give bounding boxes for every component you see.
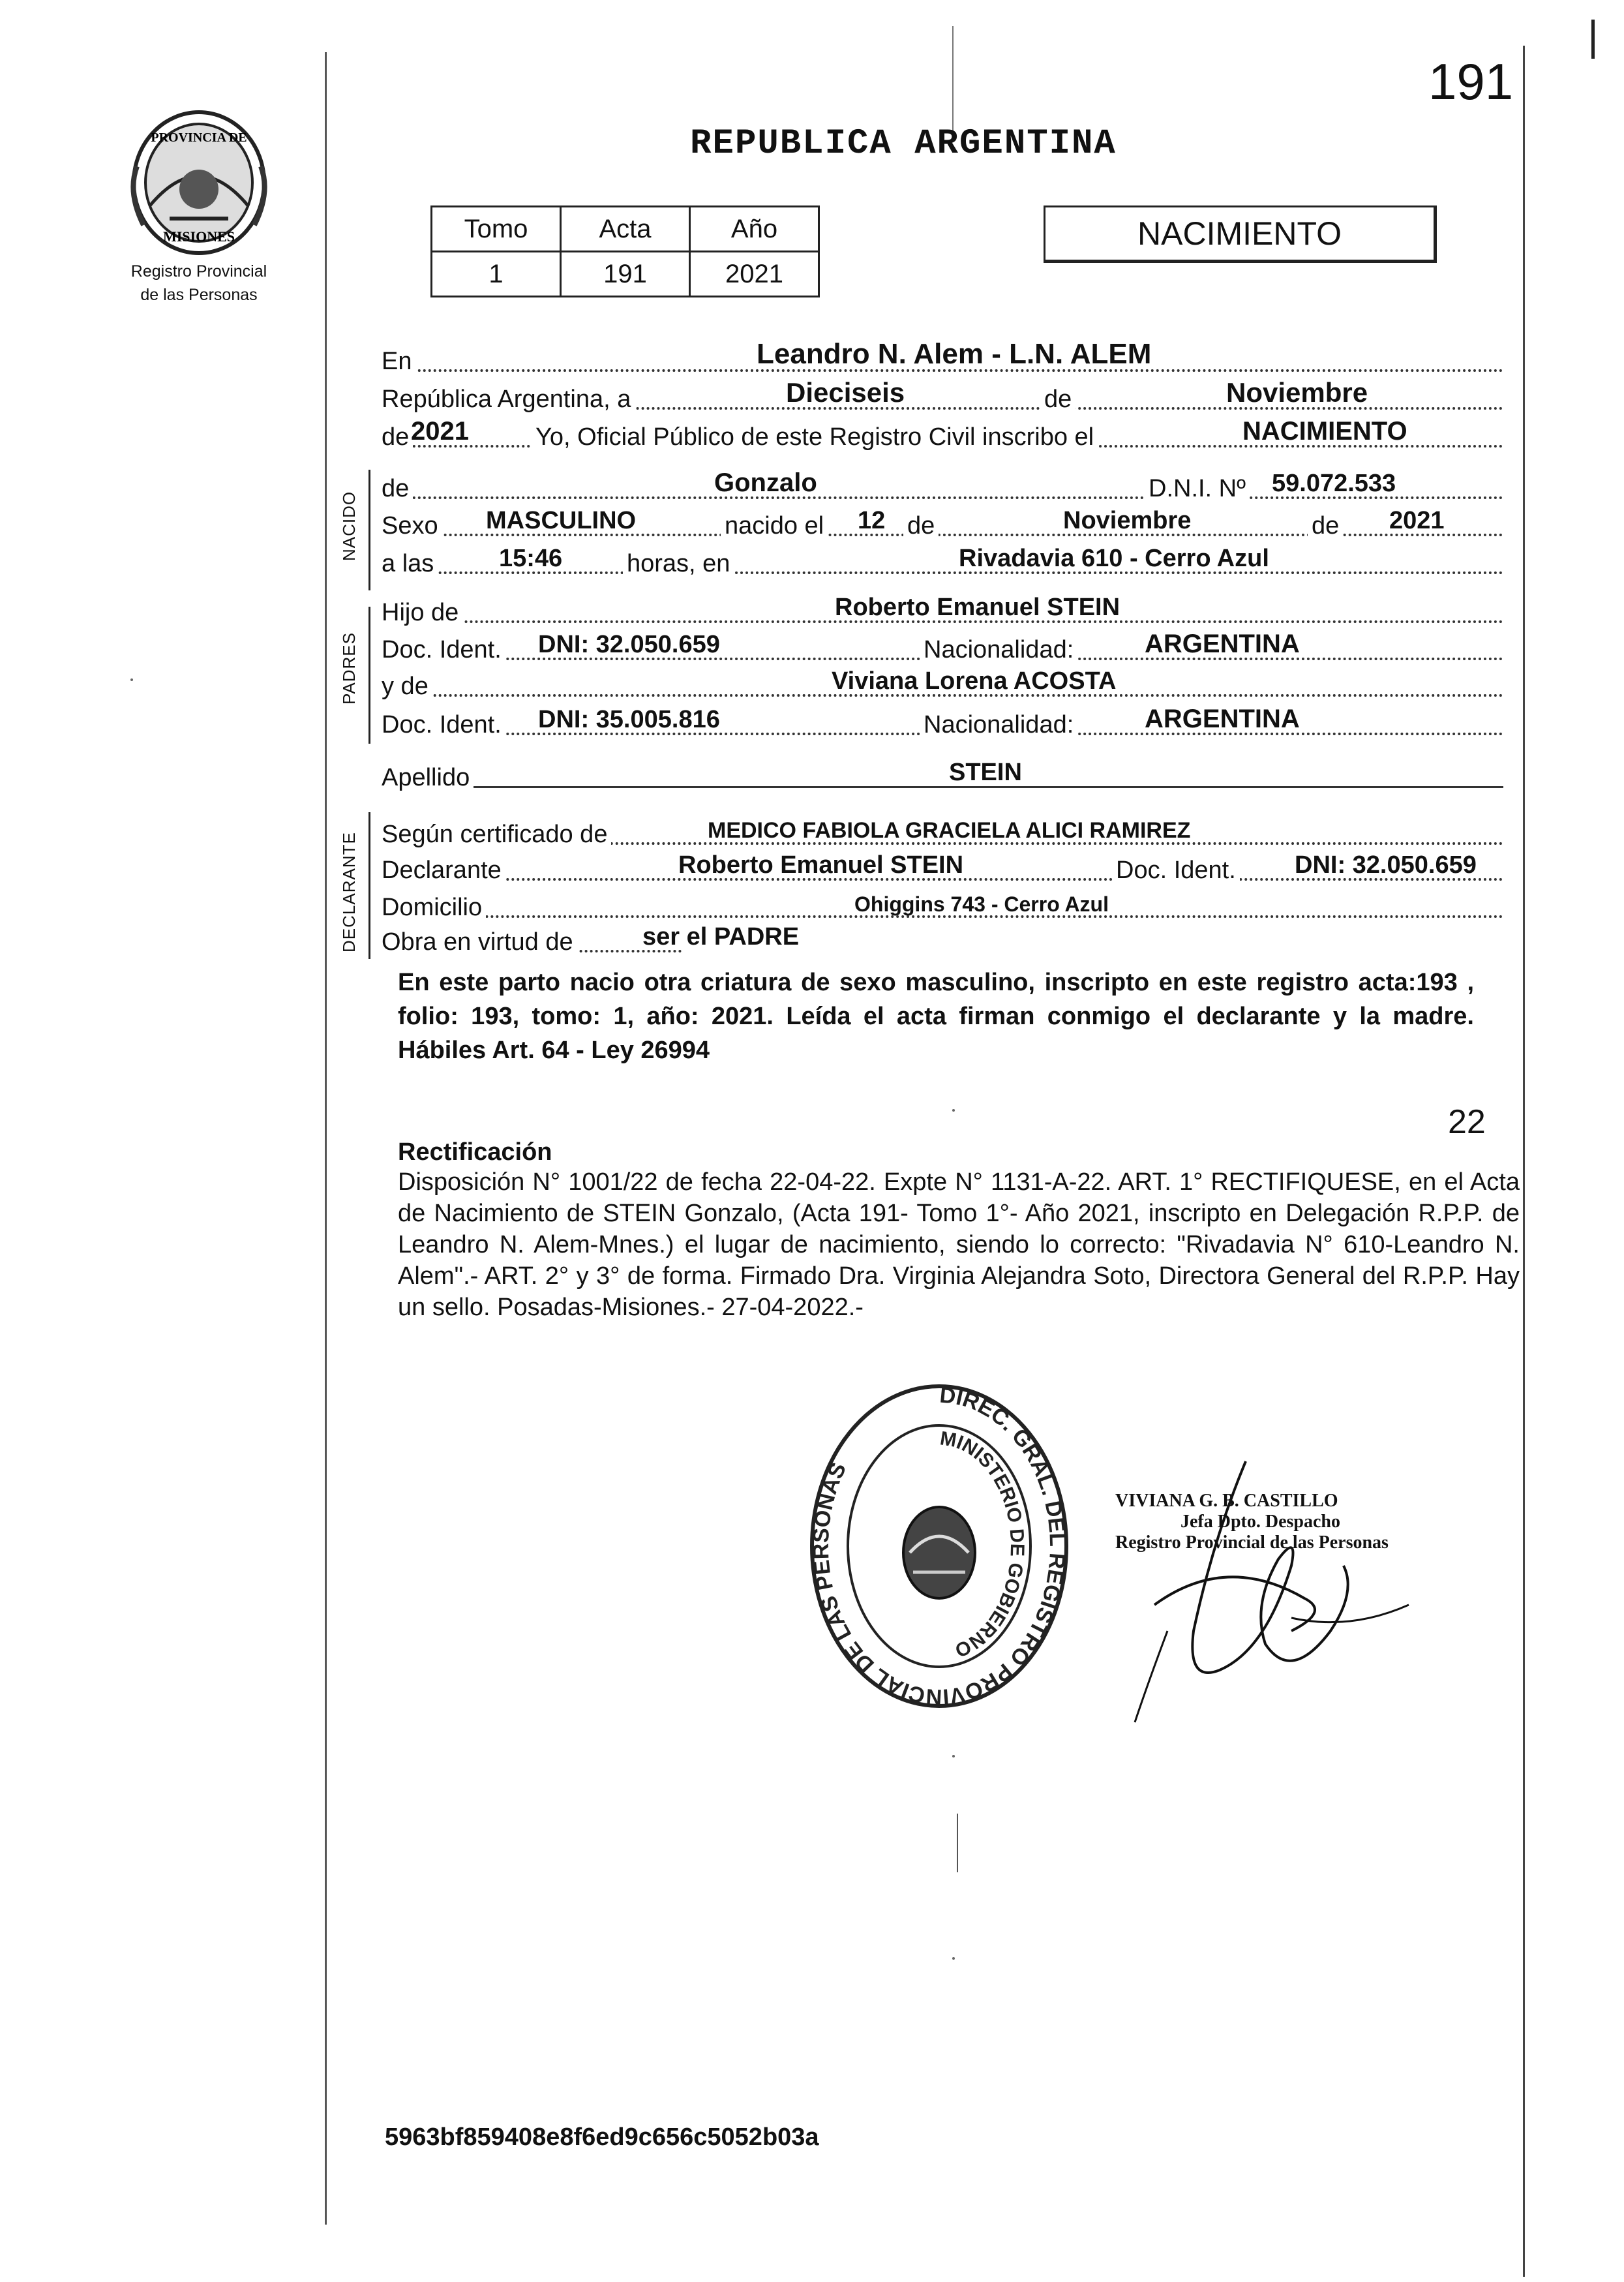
section-bar-padres [368,607,370,744]
scan-speck [952,1957,955,1960]
label-padre-nac: Nacionalidad: [920,636,1077,664]
section-label-declarante: DECLARANTE [339,832,359,952]
value-declarante-doc: DNI: 32.050.659 [1295,851,1477,879]
label-y-de: y de [382,673,432,701]
value-padre-doc: DNI: 32.050.659 [538,631,720,658]
scan-mark [1591,20,1595,59]
line-yo [382,415,1503,454]
label-de-anio: de [382,423,413,451]
document-hash: 5963bf859408e8f6ed9c656c5052b03a [385,2123,819,2151]
stamp-inner-text: MINISTERIO DE GOBIERNO [938,1427,1029,1662]
record-tomo-value: 1 [432,252,561,297]
value-mes-nac: Noviembre [1063,507,1192,534]
label-yo: Yo, Oficial Público de este Registro Civil inscribo el [532,423,1098,451]
label-sexo: Sexo [382,512,442,540]
scan-fold-line [957,1814,958,1872]
label-apellido: Apellido [382,764,474,792]
scan-speck [952,1755,955,1757]
record-header-row [432,207,819,252]
value-sexo: MASCULINO [486,507,637,534]
label-nacido-el: nacido el [721,512,828,540]
label-de-mes: de [903,512,939,540]
label-madre-doc: Doc. Ident. [382,711,505,739]
line-y-de [382,664,1503,703]
margin-rule-left [325,52,327,2225]
rectification-page-ref: 22 [1448,1103,1486,1141]
record-table [430,205,820,297]
line-sexo [382,504,1503,543]
signatory-role: Jefa Dpto. Despacho [1180,1512,1340,1532]
line-declarante [382,848,1503,887]
line-obra [382,920,1503,959]
line-padre-doc [382,628,1503,667]
scan-speck [952,1109,955,1112]
value-nombre: Gonzalo [714,468,817,497]
record-type-box: NACIMIENTO [1044,205,1437,263]
scan-fold-line [952,26,954,137]
document-title: REPUBLICA ARGENTINA [690,124,1117,164]
line-domicilio [382,885,1503,924]
value-anio-nac: 2021 [1389,507,1445,534]
line-apellido [382,755,1503,795]
line-hijo-de [382,590,1503,630]
record-col-tomo: Tomo [432,207,561,252]
label-hijo-de: Hijo de [382,599,462,627]
line-certificado [382,812,1503,851]
label-certificado: Según certificado de [382,821,611,849]
birth-note: En este parto nacio otra criatura de sexo masculino, inscripto en este registro acta:193 , folio: 193, tomo: 1, año: 2021. Leída el acta firman conmigo el declarante y la madre. Hábiles Art. 64 - Ley 26994 [398,969,1474,1064]
line-madre-doc [382,703,1503,742]
rectification-text: Disposición N° 1001/22 de fecha 22-04-22. Expte N° 1131-A-22. ART. 1° RECTIFIQUESE, en el Acta de Nacimiento de STEIN Gonzalo, (Acta 191- Tomo 1°- Año 2021, inscripto en Delegación R.P.P. de Leandro N. Alem-Mnes.) el lugar de nacimiento, siendo lo correcto: "Rivadavia N° 610-Leandro N. Alem".- ART. 2° y 3° de forma. Firmado Dra. Virginia Alejandra Soto, Directora General del R.P.P. Hay un sello. Posadas-Misiones.- 27-04-2022.- [398,1168,1520,1321]
stamp-outer-text: DIREC. GRAL. DEL REGISTRO PROVINCIAL DE LAS PERSONAS [808,1382,1070,1710]
scan-speck [130,678,133,681]
value-madre-doc: DNI: 35.005.816 [538,706,720,733]
official-stamp-icon [802,1377,1076,1716]
line-nombre [382,466,1503,506]
value-domicilio: Ohiggins 743 - Cerro Azul [854,892,1109,916]
label-horas-en: horas, en [623,550,734,578]
logo-top-text: PROVINCIA DE [151,130,247,145]
label-domicilio: Domicilio [382,894,486,922]
record-anio-value: 2021 [690,252,819,297]
value-hora: 15:46 [499,545,563,572]
section-bar-nacido [368,470,370,590]
label-dni: D.N.I. Nº [1145,475,1250,503]
label-madre-nac: Nacionalidad: [920,711,1077,739]
record-value-row [432,252,819,297]
section-bar-declarante [368,812,370,959]
margin-rule-right [1523,46,1525,2277]
record-col-acta: Acta [561,207,690,252]
value-madre-nac: ARGENTINA [1145,705,1300,733]
value-acto: NACIMIENTO [1242,417,1407,446]
value-en: Leandro N. Alem - L.N. ALEM [757,338,1152,370]
value-dia: Dieciseis [786,377,905,408]
signature-icon [1096,1435,1461,1748]
value-mes: Noviembre [1226,377,1368,408]
signatory-block [1115,1491,1389,1553]
label-de-anio-nac: de [1308,512,1343,540]
label-a-las: a las [382,550,438,578]
label-de: de [1040,386,1075,414]
value-certificado: MEDICO FABIOLA GRACIELA ALICI RAMIREZ [708,818,1191,843]
rectification-title: Rectificación [398,1138,552,1166]
label-declarante: Declarante [382,857,505,885]
label-declarante-doc: Doc. Ident. [1112,857,1240,885]
value-madre: Viviana Lorena ACOSTA [832,667,1117,695]
logo-caption-line-1: Registro Provincial [130,262,267,281]
page-number: 191 [1428,53,1514,110]
signatory-name: VIVIANA G. B. CASTILLO [1115,1491,1338,1511]
value-apellido: STEIN [949,759,1022,786]
label-obra: Obra en virtud de [382,928,577,956]
line-hora [382,541,1503,581]
signatory-org: Registro Provincial de las Personas [1115,1532,1389,1553]
value-dia-nac: 12 [858,507,886,534]
value-obra: ser el PADRE [642,923,800,951]
record-col-anio: Año [690,207,819,252]
value-lugar: Rivadavia 610 - Cerro Azul [959,545,1269,572]
label-en: En [382,348,415,376]
value-padre-nac: ARGENTINA [1145,630,1300,658]
line-republica [382,377,1503,416]
line-en [382,339,1503,378]
value-padre: Roberto Emanuel STEIN [835,594,1120,621]
value-anio: 2021 [411,417,469,446]
label-de-nombre: de [382,475,413,503]
record-acta-value: 191 [561,252,690,297]
value-dni: 59.072.533 [1272,470,1396,497]
logo-bottom-text: MISIONES [162,228,235,245]
value-declarante: Roberto Emanuel STEIN [678,851,964,879]
logo-caption-line-2: de las Personas [140,286,258,304]
section-label-nacido: NACIDO [339,491,359,561]
label-padre-doc: Doc. Ident. [382,636,505,664]
section-label-padres: PADRES [339,632,359,705]
label-republica: República Argentina, a [382,386,635,414]
